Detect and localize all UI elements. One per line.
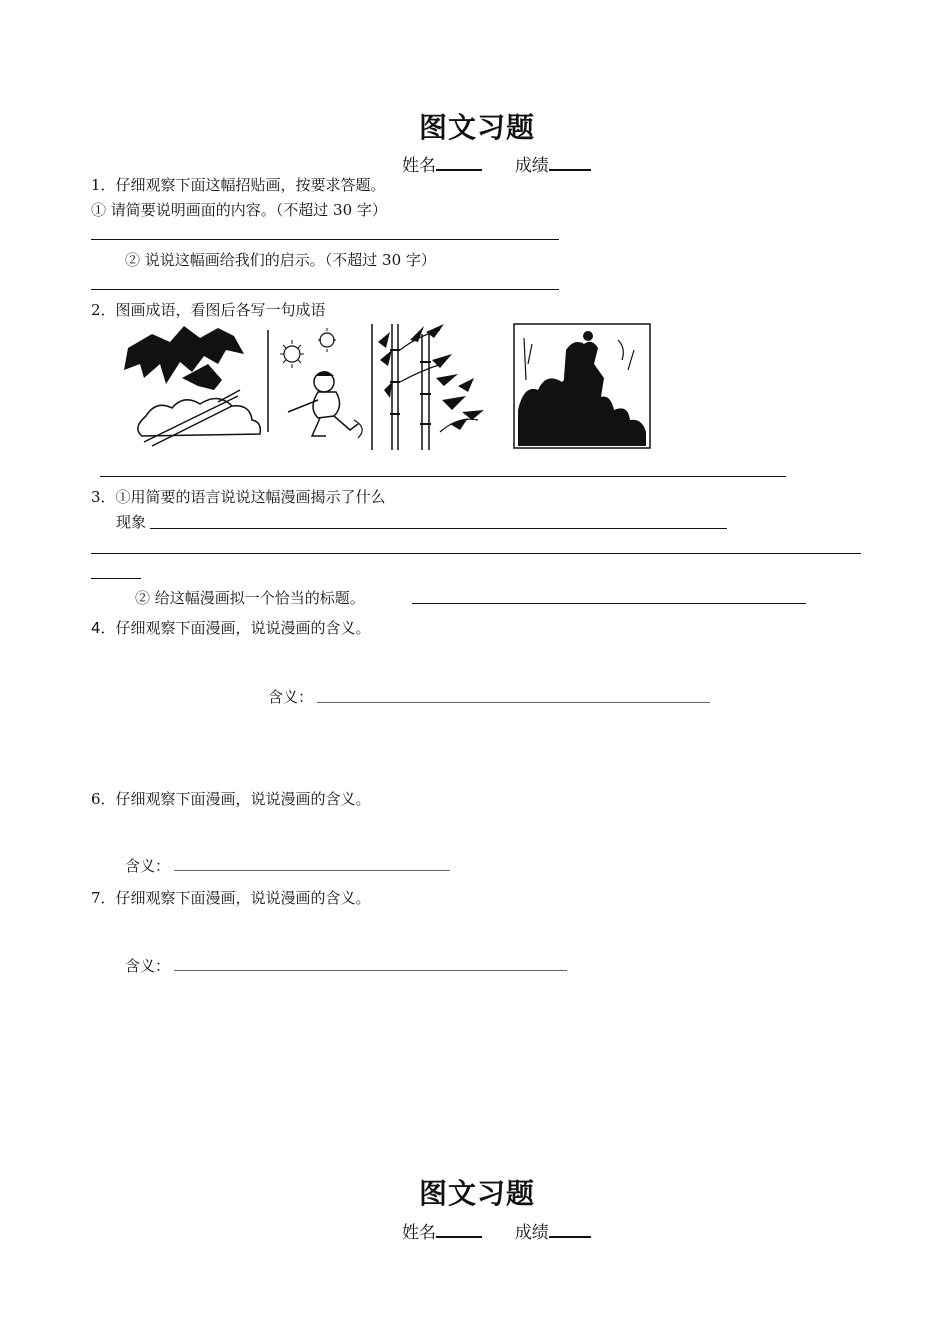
q1-part2: ② 说说这幅画给我们的启示。（不超过 30 字）: [125, 251, 436, 269]
score-blank[interactable]: [549, 1220, 591, 1238]
q3-answer-line-3[interactable]: [91, 578, 141, 579]
name-score-row: [402, 151, 591, 176]
score-label: 成绩: [514, 1223, 549, 1243]
q1-intro: 1．仔细观察下面这幅招贴画，按要求答题。: [91, 176, 386, 194]
q3-title-line[interactable]: [412, 603, 806, 604]
q2-intro: 2．图画成语，看图后各写一句成语: [91, 301, 326, 319]
name-label: 姓名: [402, 1223, 436, 1243]
q1-answer-line-2[interactable]: [91, 289, 559, 290]
q4-meaning-label: 含义：: [268, 688, 314, 706]
page-title-repeat: 图文习题: [419, 1177, 536, 1210]
name-label: 姓名: [402, 156, 436, 176]
q3-part1: 3．①用简要的语言说说这幅漫画揭示了什么: [91, 488, 386, 506]
q4-meaning-line[interactable]: [317, 702, 710, 703]
name-score-row-repeat: [402, 1218, 591, 1243]
q6-meaning-label: 含义：: [125, 857, 171, 875]
page-title: 图文习题: [419, 111, 536, 144]
q7-meaning-line[interactable]: [174, 970, 567, 971]
q6-intro: 6．仔细观察下面漫画，说说漫画的含义。: [91, 790, 371, 808]
q6-meaning-line[interactable]: [174, 870, 450, 871]
idiom-picture-4: [514, 324, 650, 448]
score-blank[interactable]: [549, 153, 591, 171]
q2-answer-line[interactable]: [100, 476, 786, 477]
idiom-picture-1: [124, 326, 260, 446]
idiom-picture-strip: [122, 320, 654, 454]
q1-answer-line-1[interactable]: [91, 239, 559, 240]
name-blank[interactable]: [436, 1220, 482, 1238]
q4-intro: 4．仔细观察下面漫画，说说漫画的含义。: [91, 619, 371, 637]
score-label: 成绩: [514, 156, 549, 176]
q7-meaning-label: 含义：: [125, 957, 171, 975]
idiom-picture-2: [280, 328, 362, 438]
q3-answer-line-1[interactable]: [150, 528, 727, 529]
q7-intro: 7．仔细观察下面漫画，说说漫画的含义。: [91, 889, 371, 907]
q3-part1-cont: 现象: [116, 513, 147, 531]
name-blank[interactable]: [436, 153, 482, 171]
q3-answer-line-2[interactable]: [91, 553, 861, 554]
q3-part2: ② 给这幅漫画拟一个恰当的标题。: [135, 589, 365, 607]
idiom-picture-3: [378, 324, 484, 450]
q1-part1: ① 请简要说明画面的内容。（不超过 30 字）: [91, 201, 387, 219]
